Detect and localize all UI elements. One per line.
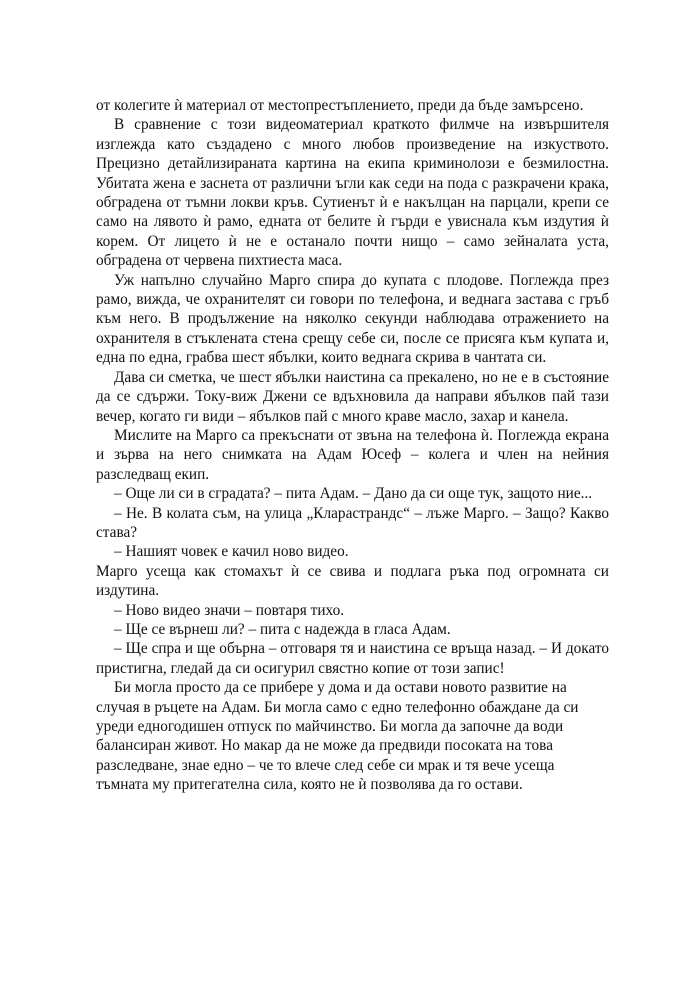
paragraph-marg-reaction: Марго усеща как стомахът ѝ се свива и подлага ръка под огромната си издутина. xyxy=(96,562,609,600)
paragraph-continuation: от колегите ѝ материал от местопрестъплението, преди да бъде замърсено. xyxy=(96,97,584,114)
dialogue-line: – Не. В колата съм, на улица „Кларастрандс“ – лъже Марго. – Защо? Какво става? xyxy=(96,504,609,541)
dialogue-line: – Още ли си в сградата? – пита Адам. – Дано да си още тук, защото ние... xyxy=(114,485,593,503)
paragraph-crime-scene-video: В сравнение с този видеоматериал краткото филмче на извършителя изглежда като създадено с много любов произведение на изкуството. Прецизно детайлизираната картина на екипа криминолози е безмилостна. Убитата жена е заснета от различни ъгли как седи на пода с разкрачени крака, обградена от тъмни локви кръв. Сутиенът ѝ е накълцан на парцали, крепи се само на лявото ѝ рамо, едната от белите ѝ гърди е увиснала към издутия ѝ корем. От лицето ѝ не е останало почти нищо – само зейналата уста, обградена от червена пихтиеста маса. xyxy=(96,116,609,270)
paragraph-closing: Би могла просто да се прибере у дома и да остави новото развитие на случая в ръцете на Адам. Би могла само с едно телефонно обаждане да си уреди едногодишен отпуск по майчинство. Би могла да започне да води балансиран живот. Но макар да не може да предвиди посоката на това разследване, знае едно – че то влече след себе си мрак и тя вече усеща тъмната му притегателна сила, която не ѝ позволява да го остави. xyxy=(96,679,579,794)
dialogue-line: – Нашият човек е качил ново видео. xyxy=(114,543,349,561)
dialogue-line: – Ще се върнеш ли? – пита с надежда в гласа Адам. xyxy=(114,620,451,638)
paragraph-phone-call: Мислите на Марго са прекъснати от звъна на телефона ѝ. Поглежда екрана и зърва на него снимката на Адам Юсеф – колега и член на нейния разследващ екип. xyxy=(96,426,609,483)
dialogue-line: – Ново видео значи – повтаря тихо. xyxy=(114,601,345,619)
paragraph-fruit-bowl: Уж напълно случайно Марго спира до купата с плодове. Поглежда през рамо, вижда, че охранителят си говори по телефона, и веднага застава с гръб към него. В продължение на няколко секунди наблюдава отражението на охранителя в стъклената стена срещу себе си, после се присяга към купата и, една по една, грабва шест ябълки, които веднага скрива в чантата си. xyxy=(96,271,609,367)
paragraph-apple-pie: Дава си сметка, че шест ябълки наистина са прекалено, но не е в състояние да се сдържи. Току-виж Джени се вдъхновила да направи ябълков пай тази вечер, когато ги види – ябълков пай с много краве масло, захар и канела. xyxy=(96,368,609,425)
dialogue-line: – Ще спра и ще обърна – отговаря тя и наистина се връща назад. – И докато пристигна, гледай да си осигурил свястно копие от този запис! xyxy=(96,640,609,677)
book-page-text xyxy=(96,96,609,795)
